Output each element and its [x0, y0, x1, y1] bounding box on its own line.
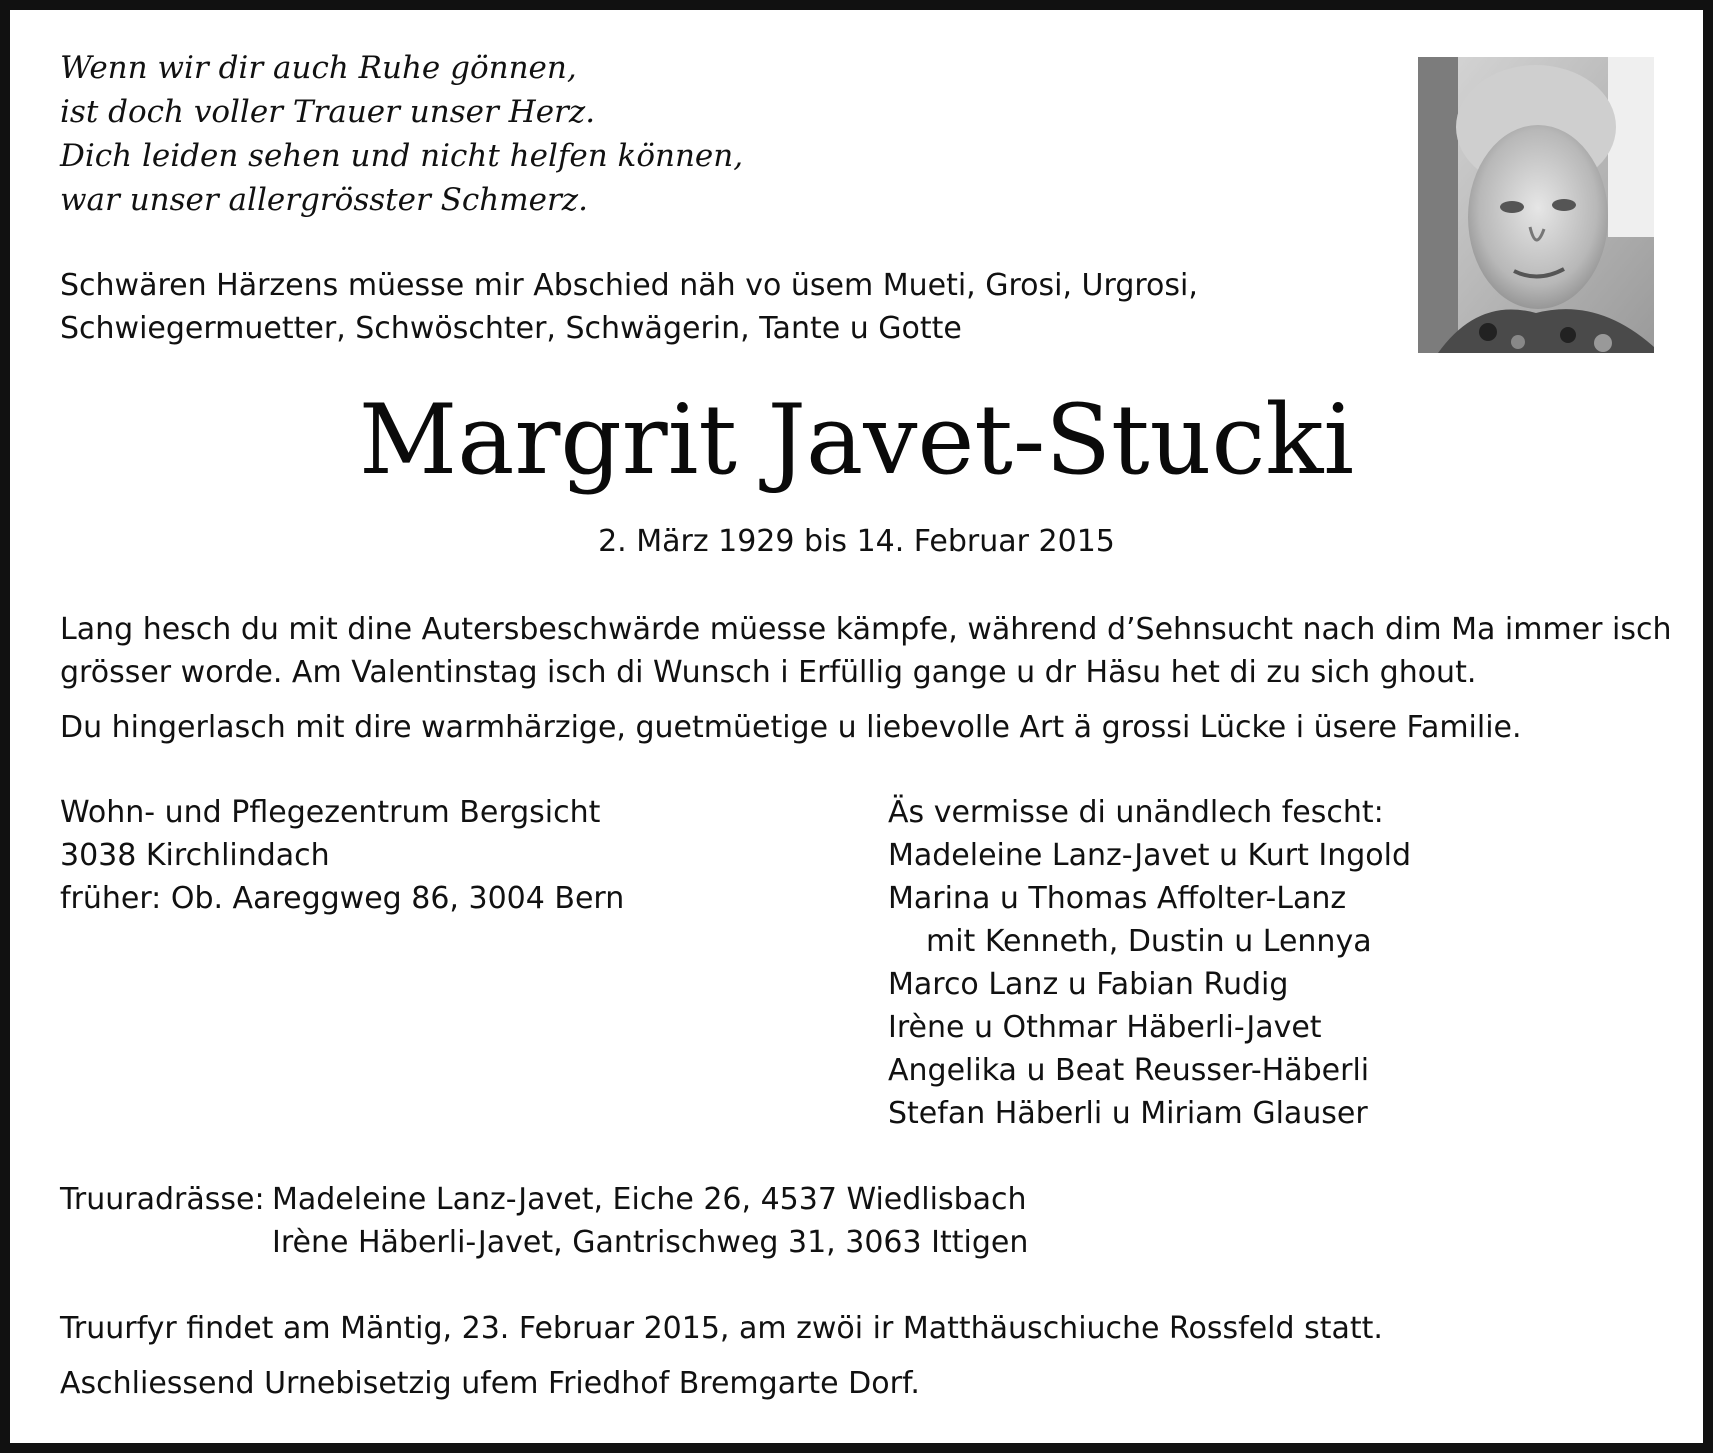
address-line: 3038 Kirchlindach: [60, 838, 330, 873]
tribute-text: [60, 608, 1672, 749]
funeral-service-info: [60, 1307, 1383, 1405]
tribute-line: Du hingerlasch mit dire warmhärzige, guetmüetige u liebevolle Art ä grossi Lücke i üsere Familie.: [60, 710, 1522, 745]
address-line: früher: Ob. Aareggweg 86, 3004 Bern: [60, 881, 625, 916]
family-member: Madeleine Lanz-Javet u Kurt Ingold: [888, 838, 1412, 873]
address-line: Wohn- und Pflegezentrum Bergsicht: [60, 795, 601, 830]
mourning-address: [60, 1178, 1028, 1264]
mourning-address-label: Truuradrässe:: [60, 1182, 265, 1217]
tribute-line: Lang hesch du mit dine Autersbeschwärde müesse kämpfe, während d’Sehnsucht nach dim Ma immer isch: [60, 612, 1672, 647]
service-line: Truurfyr findet am Mäntig, 23. Februar 2015, am zwöi ir Matthäuschiuche Rossfeld statt.: [60, 1311, 1383, 1346]
portrait-photo: [1418, 57, 1654, 353]
deceased-name: Margrit Javet-Stucki: [358, 384, 1355, 496]
intro-line: Schwiegermuetter, Schwöschter, Schwägerin, Tante u Gotte: [60, 311, 962, 346]
poem-line: ist doch voller Trauer unser Herz.: [60, 94, 596, 130]
family-member: Marco Lanz u Fabian Rudig: [888, 967, 1289, 1002]
poem-line: Dich leiden sehen und nicht helfen können,: [60, 138, 744, 174]
poem-line: Wenn wir dir auch Ruhe gönnen,: [60, 50, 577, 86]
intro-text: [60, 264, 1198, 350]
family-member: Stefan Häberli u Miriam Glauser: [888, 1096, 1368, 1131]
poem: [60, 46, 743, 222]
mourning-address-spacer: [60, 1221, 272, 1264]
family-member: Marina u Thomas Affolter-Lanz: [888, 881, 1347, 916]
service-line: Aschliessend Urnebisetzig ufem Friedhof Bremgarte Dorf.: [60, 1366, 920, 1401]
life-dates: 2. März 1929 bis 14. Februar 2015: [598, 524, 1115, 559]
family-list: [888, 791, 1411, 1135]
family-member: Angelika u Beat Reusser-Häberli: [888, 1053, 1370, 1088]
tribute-line: grösser worde. Am Valentinstag isch di Wunsch i Erfüllig gange u dr Häsu het di zu sich ghout.: [60, 655, 1477, 690]
intro-line: Schwären Härzens müesse mir Abschied näh vo üsem Mueti, Grosi, Urgrosi,: [60, 268, 1198, 303]
family-member: Irène u Othmar Häberli-Javet: [888, 1010, 1322, 1045]
mourning-address-line: Madeleine Lanz-Javet, Eiche 26, 4537 Wiedlisbach: [272, 1182, 1027, 1217]
family-member: mit Kenneth, Dustin u Lennya: [926, 924, 1372, 959]
family-heading: Äs vermisse di unändlech fescht:: [888, 795, 1384, 830]
residence-address: [60, 791, 624, 920]
mourning-address-line: Irène Häberli-Javet, Gantrischweg 31, 3063 Ittigen: [272, 1225, 1029, 1260]
poem-line: war unser allergrösster Schmerz.: [60, 182, 588, 218]
